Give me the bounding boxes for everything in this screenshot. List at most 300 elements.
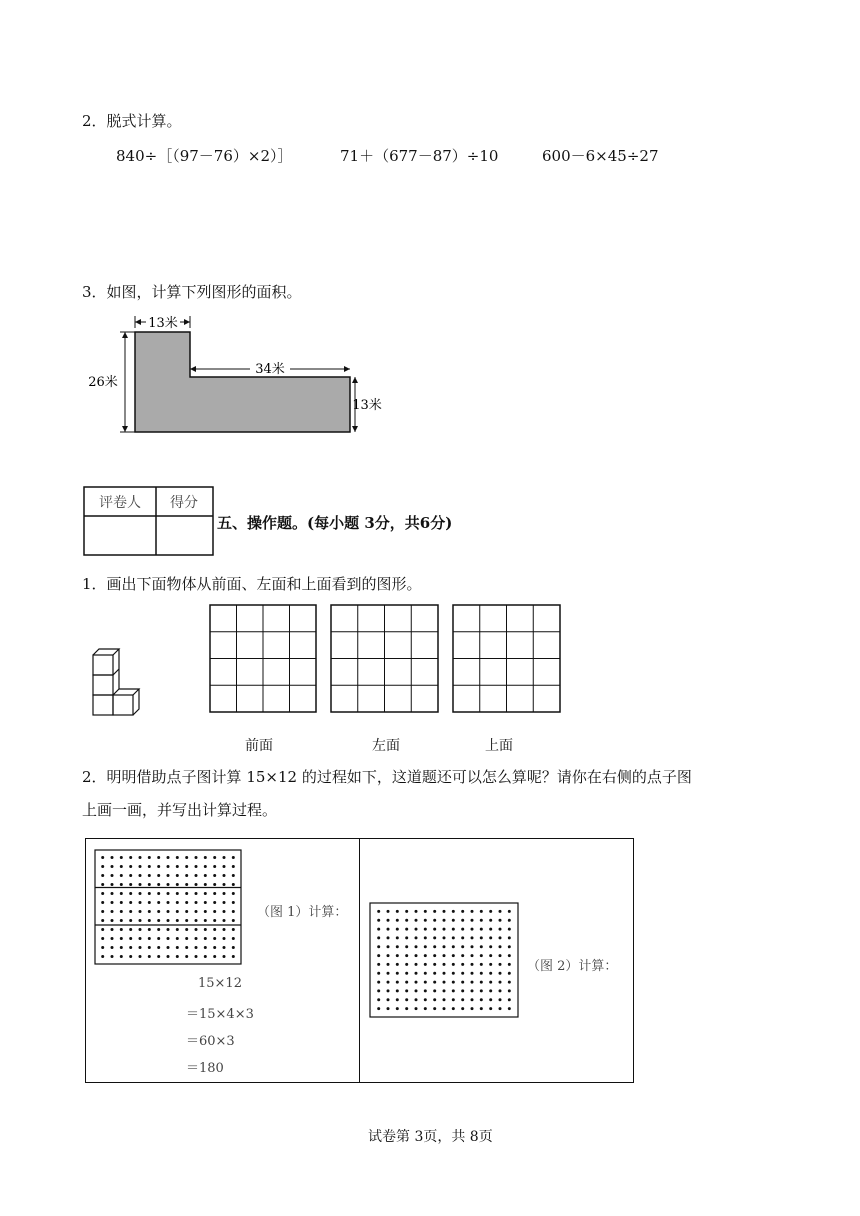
dot bbox=[480, 928, 483, 931]
label-right: 13米 bbox=[352, 398, 382, 413]
dot bbox=[433, 989, 436, 992]
dot bbox=[452, 954, 455, 957]
dot bbox=[424, 981, 427, 984]
dot bbox=[120, 883, 123, 886]
dot bbox=[213, 892, 216, 895]
expression-1: 840÷［（97－76）×2）］ bbox=[116, 147, 293, 165]
dot bbox=[396, 963, 399, 966]
dot bbox=[148, 928, 151, 931]
dot bbox=[377, 972, 380, 975]
dot bbox=[461, 945, 464, 948]
dot bbox=[120, 892, 123, 895]
grader-header: 评卷人 bbox=[99, 495, 141, 511]
dot bbox=[157, 874, 160, 877]
dot bbox=[204, 892, 207, 895]
dot bbox=[213, 946, 216, 949]
label-top: 13米 bbox=[148, 316, 178, 331]
dot bbox=[232, 937, 235, 940]
dot bbox=[489, 989, 492, 992]
dot bbox=[195, 910, 198, 913]
dot bbox=[471, 963, 474, 966]
dot bbox=[223, 928, 226, 931]
section-5-question-1: 1．画出下面物体从前面、左面和上面看到的图形。 bbox=[82, 575, 422, 593]
dot bbox=[111, 901, 114, 904]
dot bbox=[120, 946, 123, 949]
label-left: 26米 bbox=[88, 375, 118, 390]
dot bbox=[176, 865, 179, 868]
dot bbox=[148, 892, 151, 895]
dot bbox=[157, 919, 160, 922]
dot bbox=[176, 856, 179, 859]
dot bbox=[101, 946, 104, 949]
dot bbox=[508, 981, 511, 984]
dot bbox=[508, 928, 511, 931]
dot bbox=[471, 981, 474, 984]
dot bbox=[129, 901, 132, 904]
dot bbox=[120, 901, 123, 904]
dot bbox=[157, 856, 160, 859]
dot bbox=[139, 874, 142, 877]
dot bbox=[204, 910, 207, 913]
dot bbox=[176, 937, 179, 940]
dot bbox=[471, 928, 474, 931]
dot bbox=[185, 919, 188, 922]
dot bbox=[499, 945, 502, 948]
dot bbox=[508, 910, 511, 913]
dot bbox=[461, 910, 464, 913]
dot bbox=[452, 910, 455, 913]
dot bbox=[377, 998, 380, 1001]
dot bbox=[480, 910, 483, 913]
dot bbox=[387, 919, 390, 922]
dot bbox=[424, 972, 427, 975]
dot bbox=[508, 989, 511, 992]
dot bbox=[176, 919, 179, 922]
l-shape bbox=[135, 332, 350, 432]
dot bbox=[489, 1007, 492, 1010]
dot bbox=[387, 928, 390, 931]
dot bbox=[213, 865, 216, 868]
dot bbox=[120, 919, 123, 922]
dot bbox=[223, 892, 226, 895]
dot bbox=[185, 928, 188, 931]
dot bbox=[396, 945, 399, 948]
dot bbox=[157, 901, 160, 904]
dot bbox=[111, 856, 114, 859]
dot bbox=[195, 955, 198, 958]
dot bbox=[139, 946, 142, 949]
dot bbox=[508, 1007, 511, 1010]
dot bbox=[377, 981, 380, 984]
dot bbox=[157, 865, 160, 868]
dot bbox=[424, 919, 427, 922]
dot bbox=[433, 928, 436, 931]
dot bbox=[489, 954, 492, 957]
view-label-front: 前面 bbox=[245, 738, 273, 754]
dot-figure-2[interactable] bbox=[365, 898, 525, 1024]
dot bbox=[139, 928, 142, 931]
dot bbox=[157, 928, 160, 931]
dot bbox=[223, 883, 226, 886]
dot bbox=[424, 1007, 427, 1010]
dot bbox=[396, 910, 399, 913]
dot bbox=[129, 955, 132, 958]
dot bbox=[195, 856, 198, 859]
dot bbox=[433, 981, 436, 984]
dot bbox=[508, 919, 511, 922]
dot bbox=[176, 883, 179, 886]
question-2-title: 2．脱式计算。 bbox=[82, 112, 182, 130]
dot bbox=[424, 936, 427, 939]
dot bbox=[387, 998, 390, 1001]
dot bbox=[508, 963, 511, 966]
dot bbox=[405, 936, 408, 939]
dot bbox=[443, 919, 446, 922]
dot bbox=[443, 945, 446, 948]
dot bbox=[204, 937, 207, 940]
dot bbox=[387, 972, 390, 975]
dot bbox=[471, 936, 474, 939]
dot bbox=[101, 955, 104, 958]
dot bbox=[139, 937, 142, 940]
dot bbox=[415, 910, 418, 913]
dot bbox=[148, 856, 151, 859]
dot bbox=[443, 998, 446, 1001]
dot bbox=[232, 865, 235, 868]
dot bbox=[176, 874, 179, 877]
dot bbox=[480, 936, 483, 939]
dot bbox=[415, 919, 418, 922]
dot bbox=[489, 981, 492, 984]
dot bbox=[415, 972, 418, 975]
dot bbox=[111, 883, 114, 886]
dot bbox=[129, 874, 132, 877]
dot bbox=[443, 989, 446, 992]
dot bbox=[433, 954, 436, 957]
dot bbox=[167, 892, 170, 895]
dot bbox=[452, 945, 455, 948]
section-5-title: 五、操作题。(每小题 3分，共6分) bbox=[217, 514, 453, 532]
dot bbox=[167, 856, 170, 859]
dot bbox=[111, 910, 114, 913]
dot bbox=[204, 874, 207, 877]
dot bbox=[452, 989, 455, 992]
dot bbox=[405, 945, 408, 948]
dot bbox=[148, 883, 151, 886]
dot bbox=[139, 919, 142, 922]
dot bbox=[213, 910, 216, 913]
dot bbox=[223, 865, 226, 868]
dot bbox=[139, 856, 142, 859]
dot bbox=[405, 954, 408, 957]
dot bbox=[223, 874, 226, 877]
dot bbox=[415, 998, 418, 1001]
dot bbox=[204, 919, 207, 922]
dot bbox=[452, 936, 455, 939]
dot bbox=[195, 892, 198, 895]
dot bbox=[167, 865, 170, 868]
dot bbox=[471, 989, 474, 992]
dot bbox=[176, 955, 179, 958]
dot bbox=[443, 963, 446, 966]
dot bbox=[433, 919, 436, 922]
dot bbox=[433, 936, 436, 939]
calc-step-4: ＝180 bbox=[186, 1061, 224, 1076]
dot bbox=[377, 1007, 380, 1010]
dot bbox=[424, 945, 427, 948]
dot bbox=[443, 981, 446, 984]
dot bbox=[461, 954, 464, 957]
dot bbox=[387, 936, 390, 939]
dot bbox=[405, 910, 408, 913]
dot bbox=[139, 955, 142, 958]
dot bbox=[480, 945, 483, 948]
dot bbox=[223, 937, 226, 940]
dot bbox=[396, 928, 399, 931]
dot bbox=[405, 919, 408, 922]
dot bbox=[433, 910, 436, 913]
dot bbox=[405, 1007, 408, 1010]
dot bbox=[232, 928, 235, 931]
dot bbox=[461, 936, 464, 939]
dot bbox=[185, 865, 188, 868]
dot bbox=[213, 874, 216, 877]
dot bbox=[508, 998, 511, 1001]
dot bbox=[139, 910, 142, 913]
calc-step-1: 15×12 bbox=[198, 976, 242, 991]
dot bbox=[120, 856, 123, 859]
question-3-title: 3．如图，计算下列图形的面积。 bbox=[82, 283, 302, 301]
dot bbox=[452, 981, 455, 984]
dot bbox=[396, 989, 399, 992]
dot bbox=[101, 937, 104, 940]
dot bbox=[129, 928, 132, 931]
dot bbox=[480, 972, 483, 975]
dot bbox=[443, 972, 446, 975]
dot bbox=[452, 919, 455, 922]
dot bbox=[167, 910, 170, 913]
dot bbox=[461, 963, 464, 966]
dot bbox=[415, 945, 418, 948]
dot bbox=[387, 963, 390, 966]
dot bbox=[157, 910, 160, 913]
dot bbox=[148, 946, 151, 949]
dot bbox=[480, 919, 483, 922]
dot bbox=[204, 946, 207, 949]
dot bbox=[396, 936, 399, 939]
dot bbox=[452, 972, 455, 975]
dot bbox=[148, 865, 151, 868]
calc-step-3: ＝60×3 bbox=[186, 1034, 235, 1049]
dot bbox=[424, 928, 427, 931]
dot bbox=[157, 892, 160, 895]
dot bbox=[377, 919, 380, 922]
dot bbox=[415, 981, 418, 984]
dot bbox=[489, 963, 492, 966]
dot bbox=[499, 972, 502, 975]
dot bbox=[167, 883, 170, 886]
dot bbox=[396, 1007, 399, 1010]
dot bbox=[424, 998, 427, 1001]
dot bbox=[139, 883, 142, 886]
dot bbox=[195, 874, 198, 877]
dot bbox=[129, 892, 132, 895]
dot bbox=[415, 989, 418, 992]
dot bbox=[101, 901, 104, 904]
grader-table bbox=[80, 483, 220, 558]
dot bbox=[148, 874, 151, 877]
dot bbox=[461, 1007, 464, 1010]
dot bbox=[489, 972, 492, 975]
dot bbox=[405, 981, 408, 984]
dot bbox=[424, 954, 427, 957]
dot bbox=[157, 937, 160, 940]
dot bbox=[232, 901, 235, 904]
score-header: 得分 bbox=[170, 495, 198, 511]
dot bbox=[213, 856, 216, 859]
dot bbox=[139, 892, 142, 895]
dot bbox=[508, 945, 511, 948]
dot bbox=[433, 998, 436, 1001]
dot bbox=[405, 928, 408, 931]
section-5-question-2-line-1: 2．明明借助点子图计算 15×12 的过程如下，这道题还可以怎么算呢？请你在右侧的点子图 bbox=[82, 768, 692, 786]
dot bbox=[489, 919, 492, 922]
dot bbox=[396, 998, 399, 1001]
dot bbox=[111, 892, 114, 895]
dot bbox=[111, 874, 114, 877]
dot bbox=[148, 955, 151, 958]
dot bbox=[508, 954, 511, 957]
dot bbox=[129, 910, 132, 913]
dot bbox=[120, 910, 123, 913]
dot bbox=[120, 937, 123, 940]
dot bbox=[129, 883, 132, 886]
dot bbox=[415, 936, 418, 939]
dot bbox=[377, 989, 380, 992]
dot bbox=[185, 910, 188, 913]
dot bbox=[195, 946, 198, 949]
dot bbox=[461, 928, 464, 931]
view-label-left: 左面 bbox=[372, 738, 400, 754]
dot bbox=[405, 989, 408, 992]
dot bbox=[499, 954, 502, 957]
dot bbox=[157, 946, 160, 949]
dot bbox=[396, 919, 399, 922]
dot bbox=[176, 928, 179, 931]
dot bbox=[213, 928, 216, 931]
dot bbox=[148, 901, 151, 904]
dot bbox=[499, 981, 502, 984]
dot bbox=[185, 955, 188, 958]
dot bbox=[377, 936, 380, 939]
dot bbox=[176, 910, 179, 913]
dot bbox=[461, 981, 464, 984]
dot-figure-1 bbox=[90, 845, 250, 970]
page-footer: 试卷第 3页，共 8页 bbox=[368, 1129, 493, 1145]
dot bbox=[232, 910, 235, 913]
dot bbox=[415, 928, 418, 931]
dot bbox=[167, 919, 170, 922]
dot bbox=[443, 1007, 446, 1010]
dot bbox=[129, 919, 132, 922]
dot bbox=[443, 928, 446, 931]
dot bbox=[508, 972, 511, 975]
view-grids bbox=[205, 600, 570, 720]
dot bbox=[433, 1007, 436, 1010]
dot bbox=[204, 856, 207, 859]
dot bbox=[101, 856, 104, 859]
dot bbox=[499, 989, 502, 992]
dot bbox=[167, 946, 170, 949]
dot bbox=[471, 919, 474, 922]
dot bbox=[185, 901, 188, 904]
dot bbox=[461, 972, 464, 975]
dot bbox=[232, 946, 235, 949]
dot bbox=[499, 963, 502, 966]
dot bbox=[223, 955, 226, 958]
dot bbox=[405, 963, 408, 966]
dot bbox=[204, 901, 207, 904]
dot bbox=[185, 856, 188, 859]
dot bbox=[461, 998, 464, 1001]
figure-1-calc-label: （图 1）计算： bbox=[257, 905, 348, 920]
dot bbox=[443, 954, 446, 957]
dot bbox=[232, 883, 235, 886]
dot bbox=[101, 919, 104, 922]
dot bbox=[176, 892, 179, 895]
dot bbox=[204, 955, 207, 958]
dot bbox=[195, 937, 198, 940]
figure-2-calc-label: （图 2）计算： bbox=[527, 959, 618, 974]
dot bbox=[387, 981, 390, 984]
dot bbox=[377, 954, 380, 957]
dot bbox=[433, 963, 436, 966]
dot bbox=[148, 919, 151, 922]
dot bbox=[405, 972, 408, 975]
dot bbox=[387, 945, 390, 948]
dot bbox=[499, 910, 502, 913]
dot bbox=[232, 892, 235, 895]
dot bbox=[111, 928, 114, 931]
dot bbox=[480, 981, 483, 984]
dot bbox=[480, 963, 483, 966]
dot bbox=[499, 919, 502, 922]
dot bbox=[415, 1007, 418, 1010]
dot bbox=[223, 901, 226, 904]
dot bbox=[223, 919, 226, 922]
dot bbox=[433, 945, 436, 948]
dot bbox=[452, 1007, 455, 1010]
dot bbox=[232, 856, 235, 859]
dot bbox=[101, 892, 104, 895]
dot bbox=[489, 945, 492, 948]
expression-3: 600－6×45÷27 bbox=[542, 147, 659, 165]
dot bbox=[195, 883, 198, 886]
dot bbox=[195, 919, 198, 922]
dot bbox=[489, 928, 492, 931]
section-5-question-2-line-2: 上画一画，并写出计算过程。 bbox=[82, 801, 278, 819]
dot bbox=[452, 928, 455, 931]
dot bbox=[213, 937, 216, 940]
dot bbox=[396, 981, 399, 984]
calc-step-2: ＝15×4×3 bbox=[186, 1007, 254, 1022]
dot bbox=[387, 954, 390, 957]
dot bbox=[111, 955, 114, 958]
dot bbox=[443, 936, 446, 939]
dot bbox=[185, 892, 188, 895]
dot bbox=[195, 901, 198, 904]
dot bbox=[101, 883, 104, 886]
